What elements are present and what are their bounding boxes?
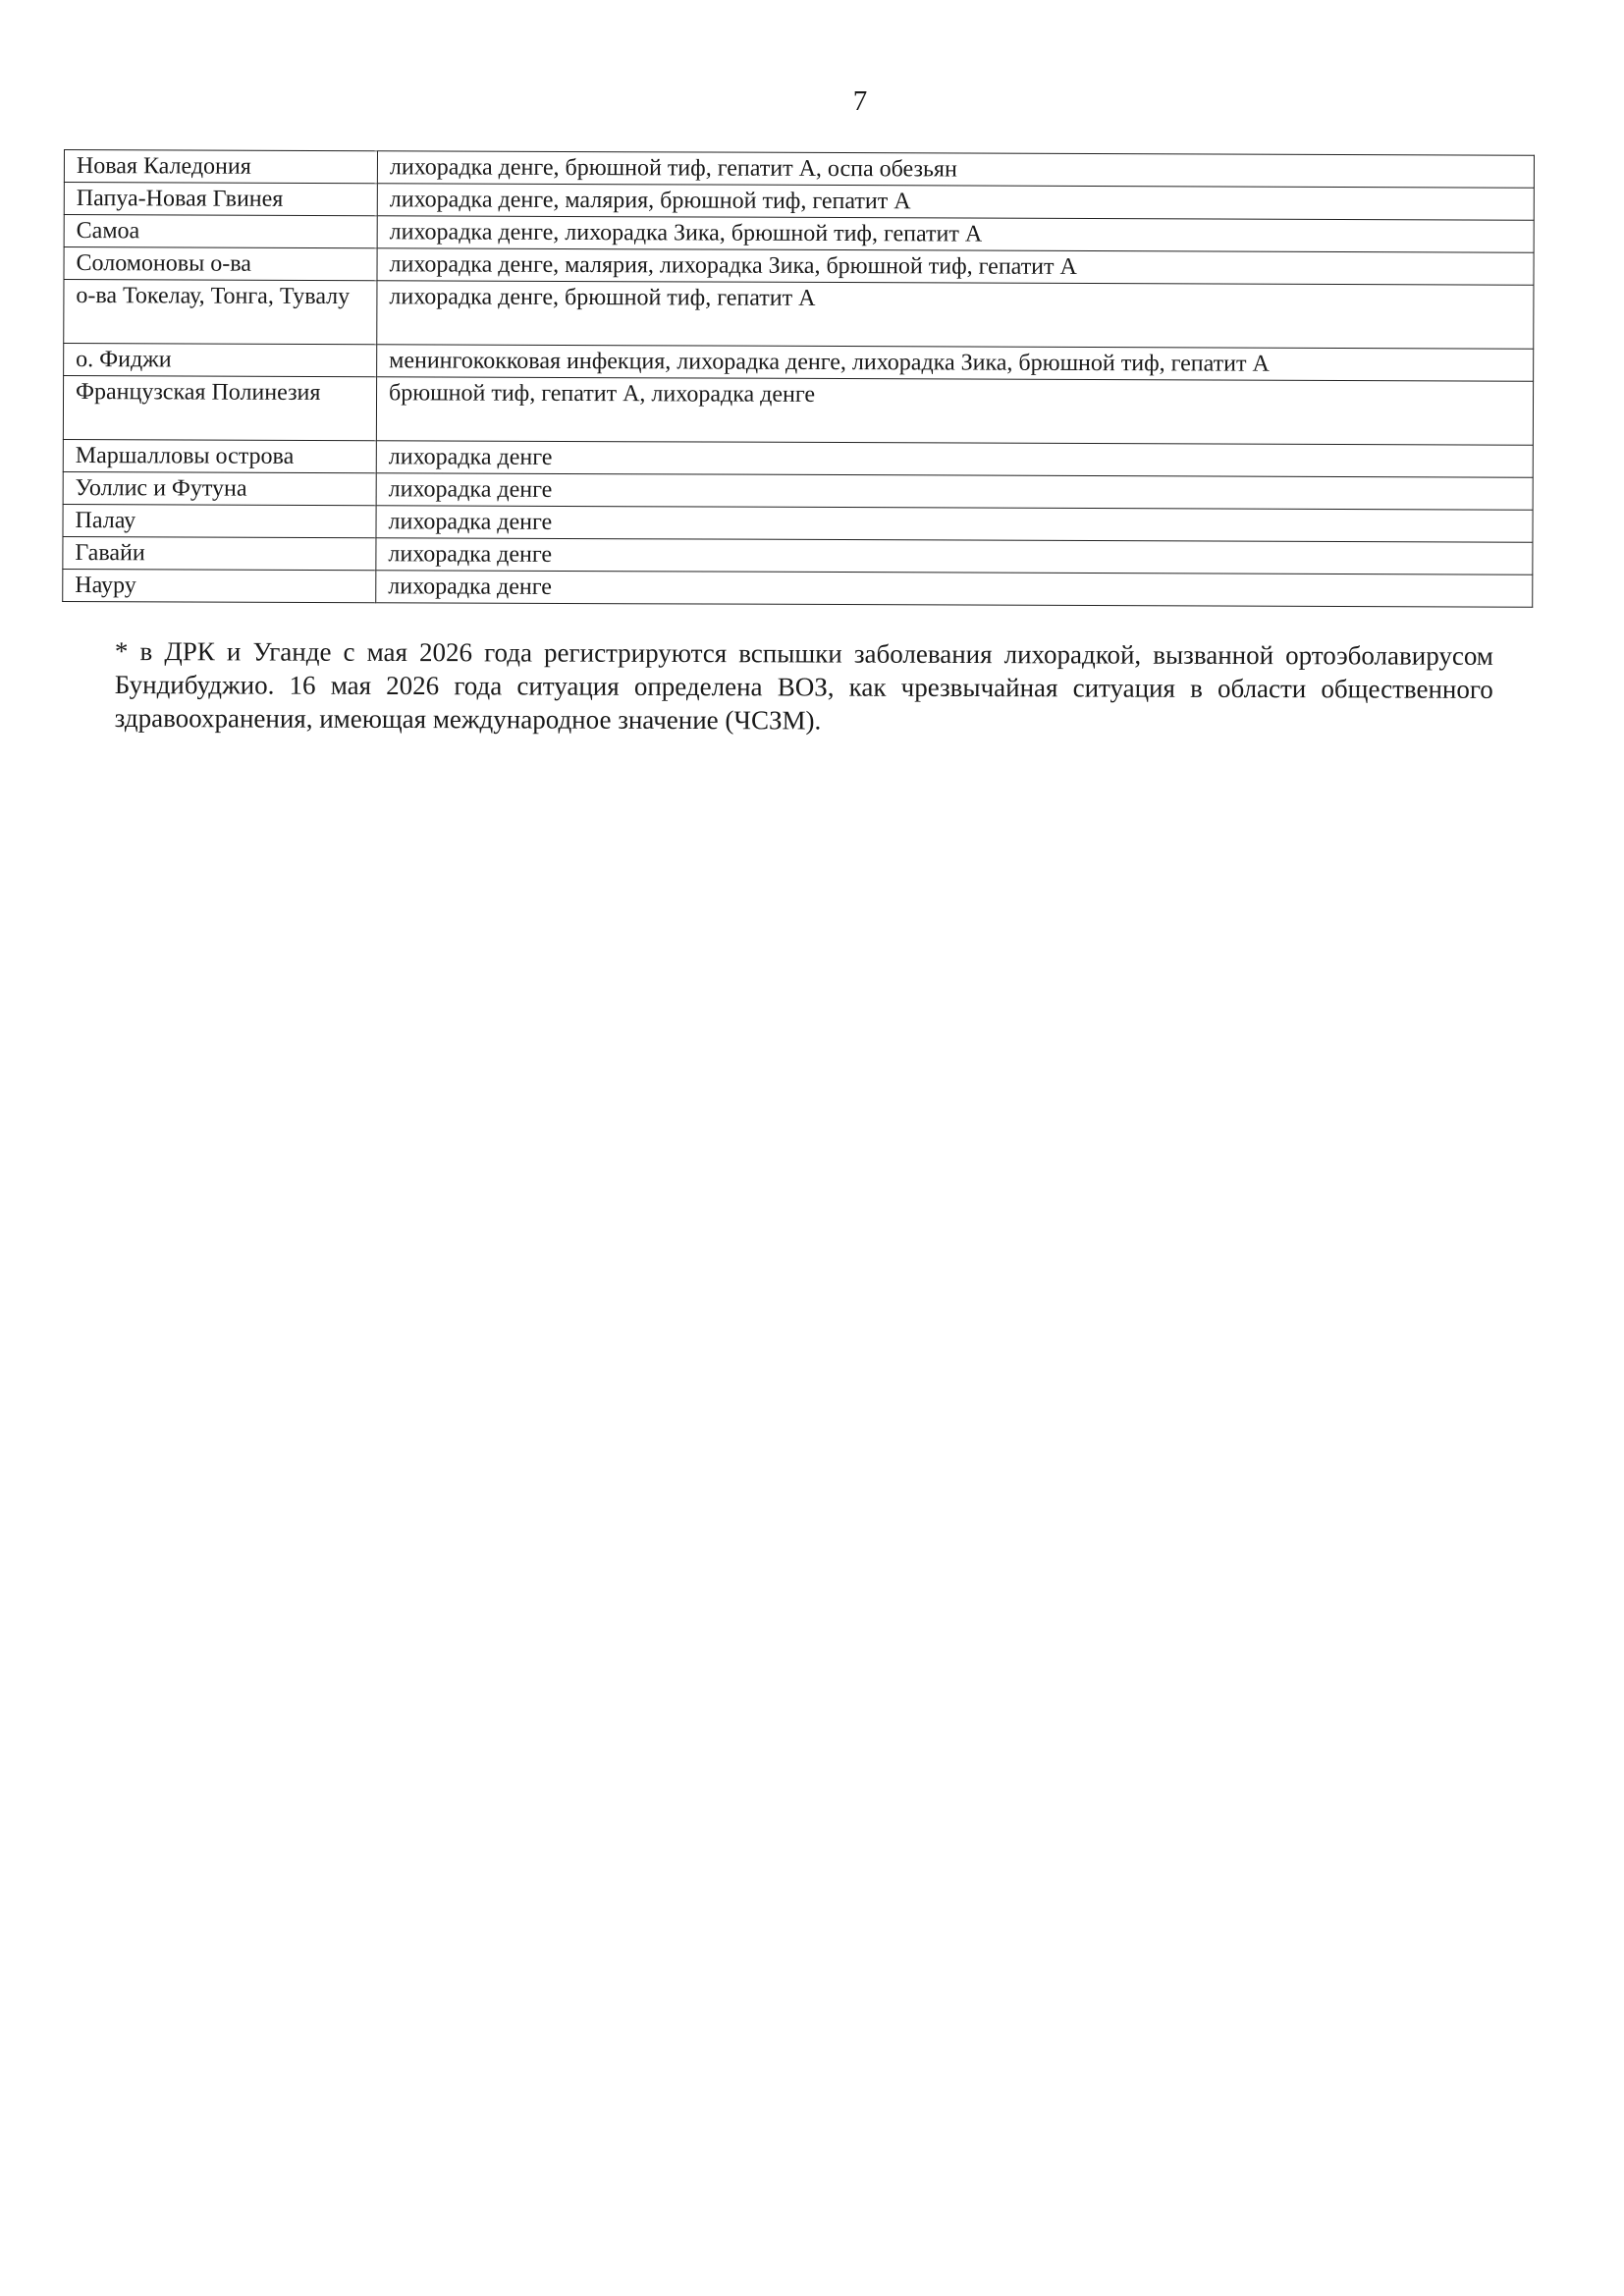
country-cell: Палау (63, 504, 376, 537)
country-cell: Французская Полинезия (63, 376, 376, 441)
diseases-cell: лихорадка денге (376, 441, 1533, 478)
country-cell: о. Фиджи (64, 344, 377, 377)
diseases-cell: лихорадка денге, малярия, брюшной тиф, гепатит А (377, 184, 1534, 221)
diseases-cell: брюшной тиф, гепатит А, лихорадка денге (376, 377, 1533, 446)
country-cell: Маршалловы острова (63, 439, 376, 472)
country-cell: о-ва Токелау, Тонга, Тувалу (64, 280, 377, 345)
table-row (63, 569, 1533, 607)
diseases-cell: лихорадка денге (376, 571, 1533, 608)
diseases-cell: менингококковая инфекция, лихорадка денге, лихорадка Зика, брюшной тиф, гепатит А (377, 345, 1534, 382)
country-cell: Соломоновы о-ва (64, 247, 377, 281)
diseases-cell: лихорадка денге, брюшной тиф, гепатит А (377, 281, 1534, 350)
table-row (64, 280, 1534, 350)
country-disease-table (62, 149, 1535, 608)
country-cell: Уоллис и Футуна (63, 471, 376, 505)
diseases-cell: лихорадка денге, лихорадка Зика, брюшной тиф, гепатит А (377, 216, 1534, 253)
table-row (63, 376, 1533, 446)
country-cell: Папуа-Новая Гвинея (64, 183, 377, 216)
page-number: 7 (852, 85, 868, 117)
diseases-cell: лихорадка денге (376, 538, 1533, 575)
footnote: * в ДРК и Уганде с мая 2026 года регистрируются вспышки заболевания лихорадкой, вызванной ортоэболавирусом Бундибуджио. 16 мая 2026 года ситуация определена ВОЗ, как чрезвычайная ситуация в области общественного здравоохранения, имеющая международное значение (ЧСЗМ). (114, 636, 1493, 736)
diseases-cell: лихорадка денге, брюшной тиф, гепатит А, оспа обезьян (377, 151, 1534, 189)
country-cell: Гавайи (63, 536, 376, 570)
country-cell: Новая Каледония (64, 150, 377, 184)
diseases-cell: лихорадка денге (376, 473, 1533, 511)
country-cell: Науру (63, 569, 376, 602)
diseases-cell: лихорадка денге (376, 506, 1533, 543)
diseases-cell: лихорадка денге, малярия, лихорадка Зика, брюшной тиф, гепатит А (377, 248, 1534, 286)
country-cell: Самоа (64, 215, 377, 248)
